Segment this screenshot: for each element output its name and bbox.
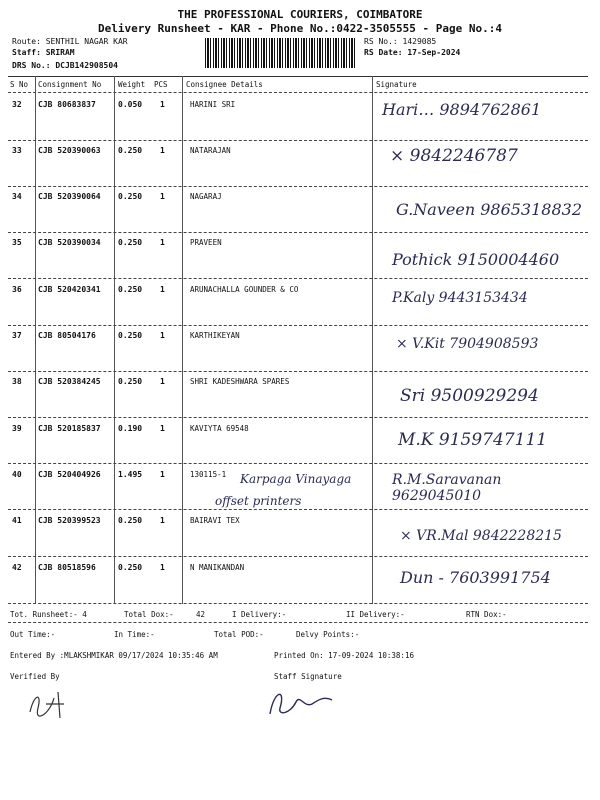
row-divider [8, 232, 588, 233]
row-sno: 36 [12, 285, 22, 294]
col-sno: S No [10, 80, 29, 89]
row-sno: 37 [12, 331, 22, 340]
staff-label: Staff: SRIRAM [12, 48, 75, 57]
row-consignee: HARINI SRI [190, 100, 236, 109]
row-sno: 40 [12, 470, 22, 479]
company-name: THE PROFESSIONAL COURIERS, COIMBATORE [177, 8, 423, 21]
row-signature: × VR.Mal 9842228215 [400, 528, 562, 544]
row-divider [8, 463, 588, 464]
col-line [182, 76, 183, 604]
row-weight: 0.250 [118, 331, 143, 340]
row-divider [8, 140, 588, 141]
table-bottom-border [8, 603, 588, 604]
row-sno: 34 [12, 192, 22, 201]
row-consignment: CJB 520390034 [38, 238, 101, 247]
row-consignee: PRAVEEN [190, 238, 222, 247]
row-consignment: CJB 520399523 [38, 516, 101, 525]
tot-runsheet: Tot. Runsheet:- 4 [10, 610, 87, 619]
row-signature: G.Naveen 9865318832 [396, 200, 582, 219]
row-consignee: 130115-1 [190, 470, 227, 479]
row-signature: × V.Kit 7904908593 [396, 336, 539, 352]
row-weight: 0.250 [118, 238, 143, 247]
row-pcs: 1 [160, 516, 165, 525]
row-weight: 0.250 [118, 563, 143, 572]
row-divider [8, 325, 588, 326]
row-consignment: CJB 520384245 [38, 377, 101, 386]
in-time: In Time:- [114, 630, 155, 639]
row-signature: P.Kaly 9443153434 [392, 290, 528, 306]
row-sno: 42 [12, 563, 22, 572]
row-pcs: 1 [160, 192, 165, 201]
row-signature: Hari… 9894762861 [382, 100, 542, 119]
handwritten-note-line1: Karpaga Vinayaga [240, 472, 352, 486]
row-pcs: 1 [160, 146, 165, 155]
i-delivery: I Delivery:- [232, 610, 287, 619]
staff-signature [262, 684, 352, 724]
sheet-title: Delivery Runsheet - KAR - Phone No.:0422-3505555 - Page No.:4 [98, 22, 502, 35]
row-divider [8, 509, 588, 510]
row-consignee: N MANIKANDAN [190, 563, 245, 572]
rtn-dox: RTN Dox:- [466, 610, 507, 619]
verified-signature [20, 684, 80, 724]
row-pcs: 1 [160, 238, 165, 247]
row-consignment: CJB 520404926 [38, 470, 101, 479]
row-consignment: CJB 520390064 [38, 192, 101, 201]
row-consignment: CJB 520390063 [38, 146, 101, 155]
row-sno: 39 [12, 424, 22, 433]
row-signature: R.M.Saravanan 9629045010 [392, 472, 502, 504]
staff-signature-label: Staff Signature [274, 672, 342, 681]
row-consignment: CJB 520420341 [38, 285, 101, 294]
out-time: Out Time:- [10, 630, 56, 639]
row-weight: 0.250 [118, 192, 143, 201]
row-consignee: KAVIYTA 69548 [190, 424, 249, 433]
footer-divider [8, 622, 588, 623]
rs-number: RS No.: 1429085 [364, 37, 437, 46]
row-weight: 0.250 [118, 146, 143, 155]
row-divider [8, 556, 588, 557]
ii-delivery: II Delivery:- [346, 610, 405, 619]
col-consignee: Consignee Details [186, 80, 263, 89]
row-weight: 1.495 [118, 470, 143, 479]
row-consignment: CJB 520185837 [38, 424, 101, 433]
rs-date: RS Date: 17-Sep-2024 [364, 48, 461, 57]
entered-by: Entered By :MLAKSHMIKAR 09/17/2024 10:35:46 AM [10, 651, 218, 660]
row-signature: Dun - 7603991754 [400, 568, 551, 587]
row-consignment: CJB 80518596 [38, 563, 96, 572]
row-sno: 35 [12, 238, 22, 247]
row-signature: M.K 9159747111 [398, 430, 548, 450]
table-top-border [8, 76, 588, 77]
row-pcs: 1 [160, 285, 165, 294]
row-weight: 0.250 [118, 285, 143, 294]
row-pcs: 1 [160, 331, 165, 340]
col-pcs: PCS [154, 80, 168, 89]
total-dox-label: Total Dox:- [124, 610, 174, 619]
row-consignment: CJB 80504176 [38, 331, 96, 340]
row-pcs: 1 [160, 470, 165, 479]
total-pod: Total POD:- [214, 630, 264, 639]
total-dox-value: 42 [196, 610, 206, 619]
row-divider [8, 278, 588, 279]
row-signature: Pothick 9150004460 [392, 250, 560, 269]
route-label: Route: SENTHIL NAGAR KAR [12, 37, 128, 46]
verified-by-label: Verified By [10, 672, 60, 681]
row-sno: 38 [12, 377, 22, 386]
row-sno: 32 [12, 100, 22, 109]
row-pcs: 1 [160, 100, 165, 109]
header-divider [8, 92, 588, 93]
col-consignment: Consignment No [38, 80, 102, 89]
row-consignee: ARUNACHALLA GOUNDER & CO [190, 285, 299, 294]
row-consignee: NAGARAJ [190, 192, 222, 201]
handwritten-note-line2: offset printers [215, 494, 302, 508]
row-divider [8, 417, 588, 418]
drs-number: DRS No.: DCJB142908504 [12, 61, 118, 70]
row-consignee: NATARAJAN [190, 146, 231, 155]
barcode [205, 38, 355, 68]
row-signature: × 9842246787 [390, 146, 518, 166]
row-weight: 0.190 [118, 424, 143, 433]
row-consignee: KARTHIKEYAN [190, 331, 240, 340]
col-line [35, 76, 36, 604]
row-pcs: 1 [160, 563, 165, 572]
col-weight: Weight [118, 80, 146, 89]
delvy-points: Delvy Points:- [296, 630, 360, 639]
col-signature: Signature [376, 80, 417, 89]
row-weight: 0.250 [118, 377, 143, 386]
row-weight: 0.250 [118, 516, 143, 525]
row-consignee: SHRI KADESHWARA SPARES [190, 377, 290, 386]
row-signature: Sri 9500929294 [400, 386, 539, 406]
col-line [114, 76, 115, 604]
row-consignment: CJB 80683837 [38, 100, 96, 109]
row-sno: 33 [12, 146, 22, 155]
row-sno: 41 [12, 516, 22, 525]
row-weight: 0.050 [118, 100, 143, 109]
row-pcs: 1 [160, 377, 165, 386]
printed-on: Printed On: 17-09-2024 10:38:16 [274, 651, 414, 660]
row-pcs: 1 [160, 424, 165, 433]
row-consignee: BAIRAVI TEX [190, 516, 240, 525]
row-divider [8, 186, 588, 187]
col-line [372, 76, 373, 604]
row-divider [8, 371, 588, 372]
